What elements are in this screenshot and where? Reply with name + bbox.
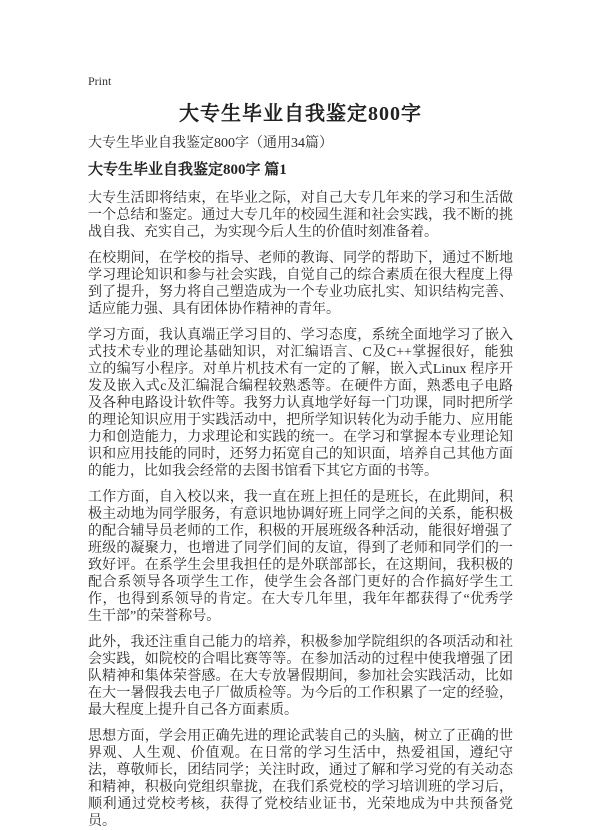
body-paragraph: 思想方面，学会用正确先进的理论武装自己的头脑，树立了正确的世界观、人生观、价值观。在日常的学习生活中，热爱祖国，遵纪守法，尊敬师长，团结同学；关注时政，通过了解和学习党的有关动态和精神，积极向党组织靠拢，在我们系党校的学习培训班的学习后，顺利通过党校考核，获得了党校结业证书，光荣地成为中共预备党员。: [88, 729, 513, 829]
body-paragraph: 在校期间，在学校的指导、老师的教诲、同学的帮助下，通过不断地学习理论知识和参与社会实践，自觉自己的综合素质在很大程度上得到了提升，努力将自己塑造成为一个专业功底扎实、知识结构完善、适应能力强、具有团体协作精神的青年。: [88, 251, 513, 317]
print-link[interactable]: Print: [88, 74, 112, 88]
document-subtitle: 大专生毕业自我鉴定800字（通用34篇）: [88, 136, 333, 151]
section-heading: 大专生毕业自我鉴定800字 篇1: [88, 162, 287, 178]
page-title: 大专生毕业自我鉴定800字: [179, 103, 422, 125]
body-paragraph: 大专生活即将结束，在毕业之际，对自己大专几年来的学习和生活做一个总结和鉴定。通过大专几年的校园生涯和社会实践，我不断的挑战自我、充实自己，为实现今后人生的价值时刻准备着。: [88, 191, 513, 240]
body-paragraph: 此外，我还注重自己能力的培养，积极参加学院组织的各项活动和社会实践，如院校的合唱比赛等等。在参加活动的过程中使我增强了团队精神和集体荣誉感。在大专放暑假期间，参加社会实践活动，比如在大一暑假我去电子厂做质检等。为今后的工作积累了一定的经验，最大程度上提升自己各方面素质。: [88, 635, 513, 718]
body-paragraph: 工作方面，自入校以来，我一直在班上担任的是班长，在此期间，积极主动地为同学服务，有意识地协调好班上同学之间的关系，能积极的配合辅导员老师的工作，积极的开展班级各种活动，能很好增强了班级的凝聚力，也增进了同学们间的友谊，得到了老师和同学们的一致好评。在系学生会里我担任的是外联部部长，在这期间，我积极的配合系领导各项学生工作，使学生会各部门更好的合作搞好学生工作，也得到系领导的肯定。在大专几年里，我年年都获得了“优秀学生干部”的荣誉称号。: [88, 490, 513, 624]
body-paragraph: 学习方面，我认真端正学习目的、学习态度，系统全面地学习了嵌入式技术专业的理论基础知识，对汇编语言、C及C++掌握很好，能独立的编写小程序。对单片机技术有一定的了解，嵌入式Linux 程序开发及嵌入式c及汇编混合编程较熟悉等。在硬件方面，熟悉电子电路及各种电路设计软件等。我努力认真地学好每一门功课，同时把所学的理论知识应用于实践活动中，把所学知识转化为动手能力、应用能力和创造能力，力求理论和实践的统一。在学习和掌握本专业理论知识和应用技能的同时，还努力拓宽自己的知识面，培养自己其他方面的能力，比如我会经常的去图书馆看下其它方面的书等。: [88, 328, 513, 479]
